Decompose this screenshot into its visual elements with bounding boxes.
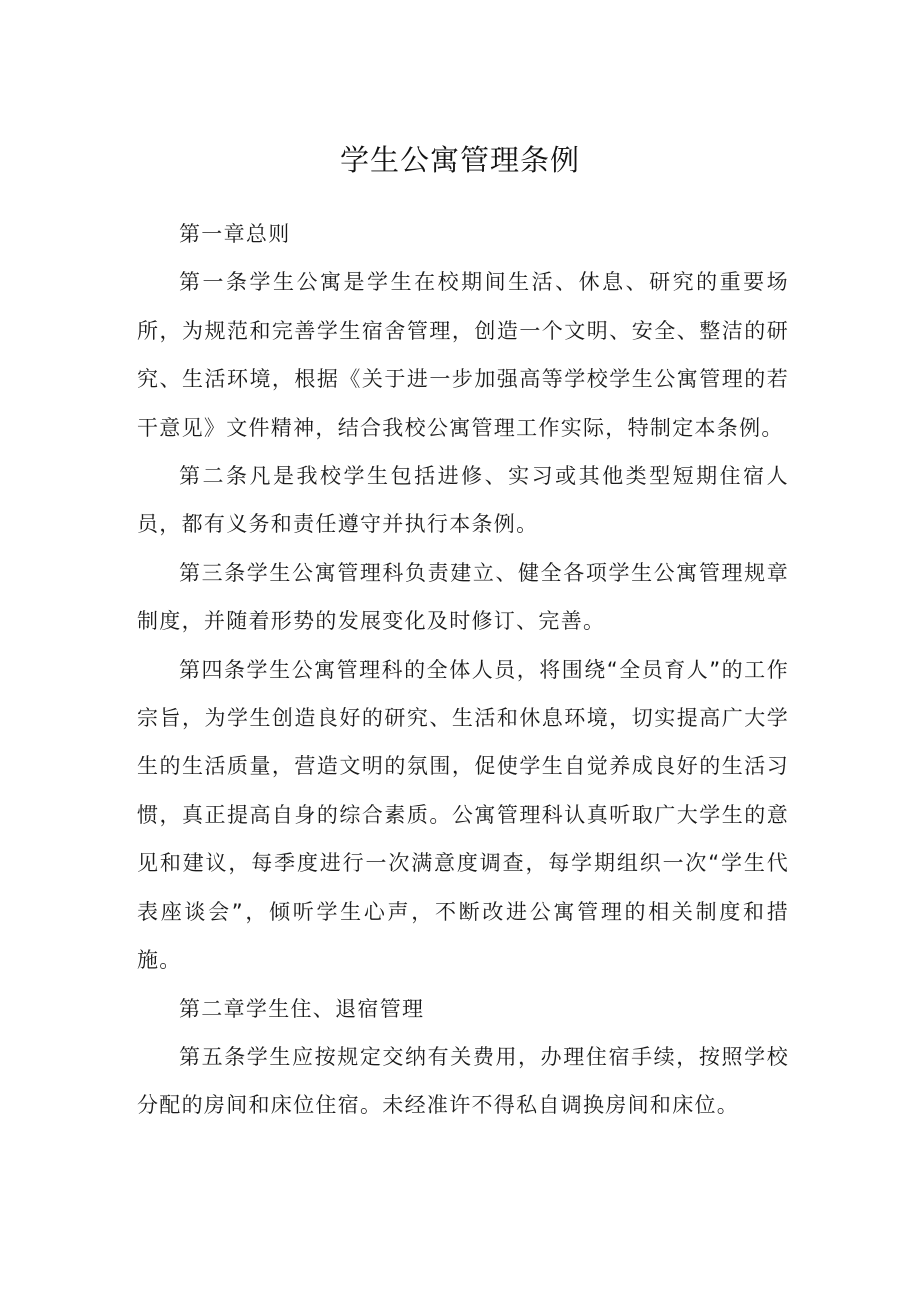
article-paragraph: 第二条凡是我校学生包括进修、实习或其他类型短期住宿人员，都有义务和责任遵守并执行本条例。 xyxy=(137,464,789,537)
document-title: 学生公寓管理条例 xyxy=(339,143,580,177)
document-body xyxy=(137,210,789,1130)
article-paragraph: 第三条学生公寓管理科负责建立、健全各项学生公寓管理规章制度，并随着形势的发展变化及时修订、完善。 xyxy=(137,560,789,634)
article-paragraph: 第五条学生应按规定交纳有关费用，办理住宿手续，按照学校分配的房间和床位住宿。未经准许不得私自调换房间和床位。 xyxy=(137,1044,789,1118)
article-paragraph: 第四条学生公寓管理科的全体人员，将围绕“全员育人”的工作宗旨，为学生创造良好的研究、生活和休息环境，切实提高广大学生的生活质量，营造文明的氛围，促使学生自觉养成良好的生活习惯，真正提高自身的综合素质。公寓管理科认真听取广大学生的意见和建议，每季度进行一次满意度调查，每学期组织一次“学生代表座谈会”，倾听学生心声，不断改进公寓管理的相关制度和措施。 xyxy=(137,657,789,973)
chapter-heading: 第一章总则 xyxy=(179,222,291,246)
article-paragraph: 第一条学生公寓是学生在校期间生活、休息、研究的重要场所，为规范和完善学生宿舍管理，创造一个文明、安全、整洁的研究、生活环境，根据《关于进一步加强高等学校学生公寓管理的若干意见》文件精神，结合我校公寓管理工作实际，特制定本条例。 xyxy=(137,270,789,440)
chapter-heading: 第二章学生住、退宿管理 xyxy=(179,996,425,1021)
